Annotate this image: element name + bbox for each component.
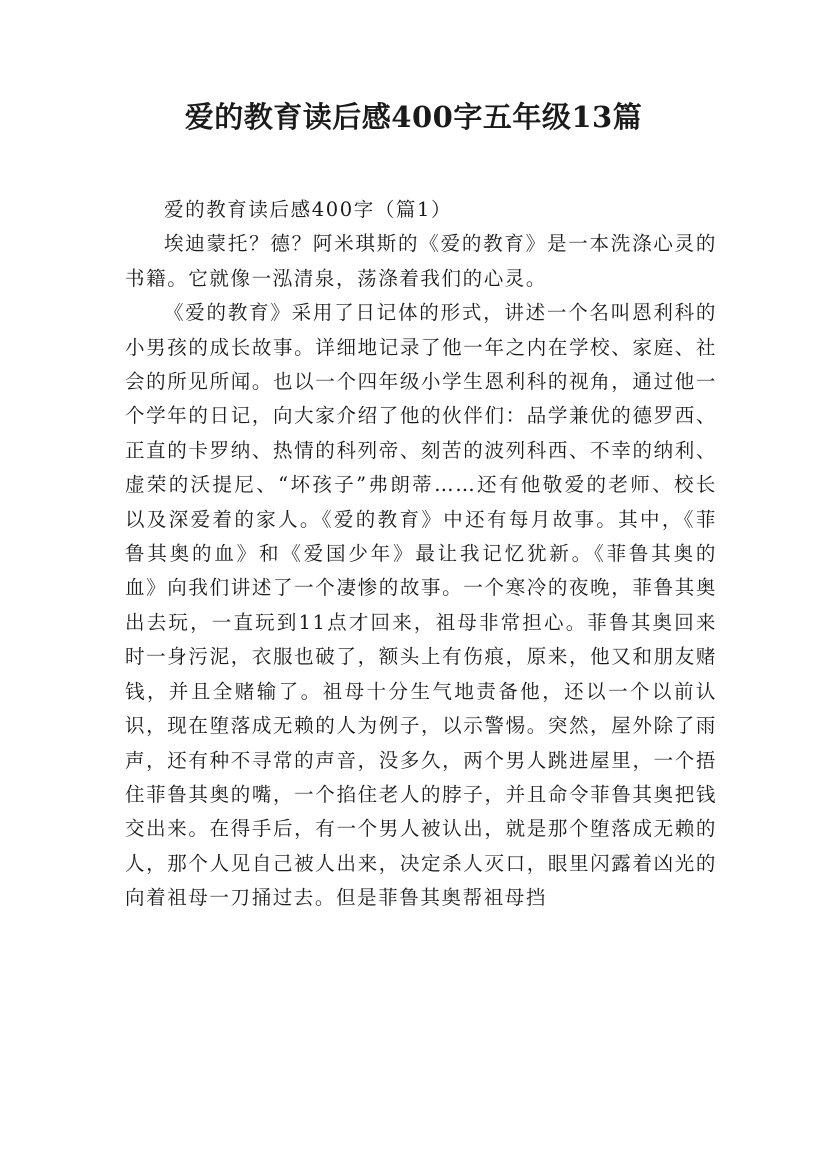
paragraph-1: 埃迪蒙托？德？阿米琪斯的《爱的教育》是一本洗涤心灵的书籍。它就像一泓清泉，荡涤着我们的心灵。: [125, 232, 717, 290]
page-title: 爱的教育读后感400字五年级13篇: [184, 100, 643, 134]
section-heading: 爱的教育读后感400字（篇1）: [164, 198, 453, 221]
document-body: [125, 193, 717, 916]
paragraph-2: 《爱的教育》采用了日记体的形式，讲述一个名叫恩利科的小男孩的成长故事。详细地记录了他一年之内在学校、家庭、社会的所见所闻。也以一个四年级小学生恩利科的视角，通过他一个学年的日记，向大家介绍了他的伙伴们：品学兼优的德罗西、正直的卡罗纳、热情的科列帝、刻苦的波列科西、不幸的纳利、虚荣的沃提尼、“坏孩子”弗朗蒂……还有他敬爱的老师、校长以及深爱着的家人。《爱的教育》中还有每月故事。其中，《菲鲁其奥的血》和《爱国少年》最让我记忆犹新。《菲鲁其奥的血》向我们讲述了一个凄惨的故事。一个寒冷的夜晚，菲鲁其奥出去玩，一直玩到11点才回来，祖母非常担心。菲鲁其奥回来时一身污泥，衣服也破了，额头上有伤痕，原来，他又和朋友赌钱，并且全赌输了。祖母十分生气地责备他，还以一个以前认识，现在堕落成无赖的人为例子，以示警惕。突然，屋外除了雨声，还有种不寻常的声音，没多久，两个男人跳进屋里，一个捂住菲鲁其奥的嘴，一个掐住老人的脖子，并且命令菲鲁其奥把钱交出来。在得手后，有一个男人被认出，就是那个堕落成无赖的人，那个人见自己被人出来，决定杀人灭口，眼里闪露着凶光的向着祖母一刀捅过去。但是菲鲁其奥帮祖母挡: [125, 301, 717, 910]
